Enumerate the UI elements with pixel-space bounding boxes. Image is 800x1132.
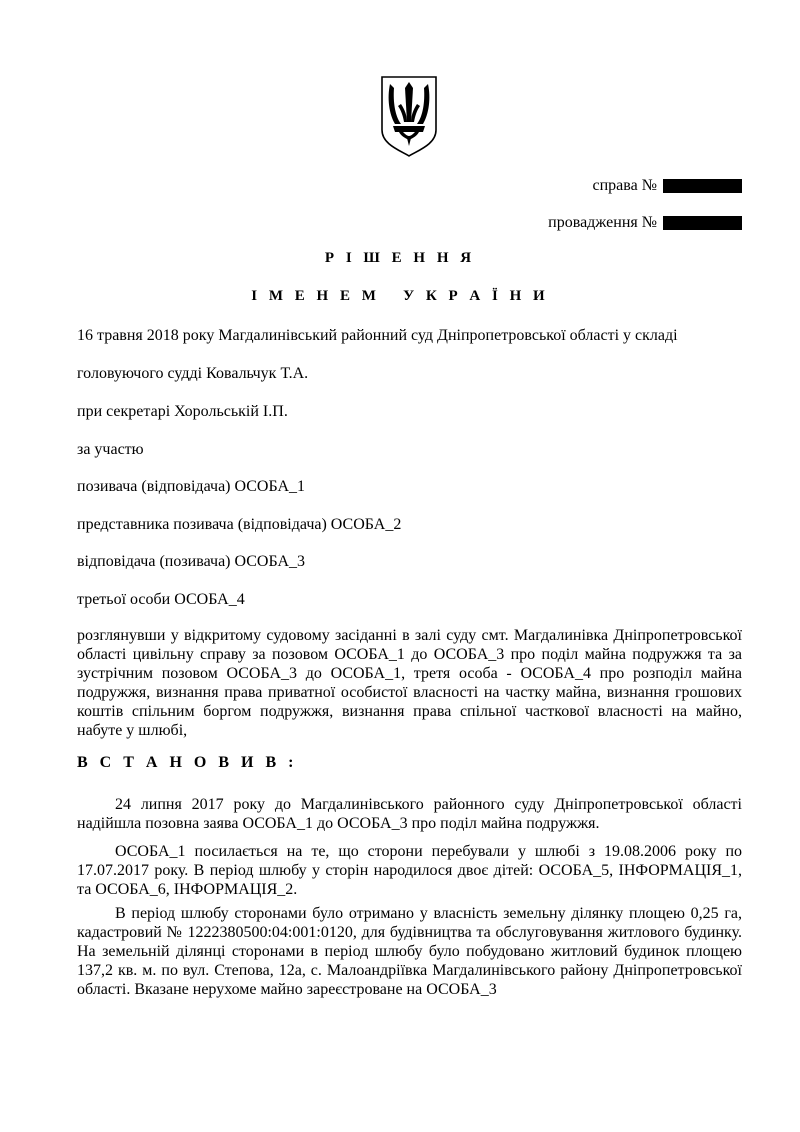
proceeding-number-redaction: [663, 216, 742, 230]
body-paragraph-3: В період шлюбу сторонами було отримано у власність земельну ділянку площею 0,25 га, кадастровий № 1222380500:04:001:0120, для будівництва та обслуговування житлового будинку. На земельній ділянці сторонами в період шлюбу було побудовано житловий будинок площею 137,2 кв. м. по вул. Степова, 12а, с. Малоандріївка Магдалинівського району Дніпропетровської області. Вказане нерухоме майно зареєстроване на ОСОБА_3: [77, 905, 742, 998]
body-paragraph-2: ОСОБА_1 посилається на те, що сторони перебували у шлюбі з 19.08.2006 року по 17.07.2017 року. В період шлюбу у сторін народилося двоє дітей: ОСОБА_5, ІНФОРМАЦІЯ_1, та ОСОБА_6, ІНФОРМАЦІЯ_2.: [77, 843, 742, 898]
intro-line-participation: за участю: [77, 441, 144, 458]
intro-line-secretary: при секретарі Хорольській І.П.: [77, 403, 288, 420]
intro-line-third-party: третьої особи ОСОБА_4: [77, 591, 245, 608]
established-heading: В С Т А Н О В И В :: [77, 754, 298, 771]
intro-line-judge: головуючого судді Ковальчук Т.А.: [77, 365, 309, 382]
intro-line-plaintiff-rep: представника позивача (відповідача) ОСОБА_2: [77, 516, 402, 533]
intro-line-plaintiff: позивача (відповідача) ОСОБА_1: [77, 478, 306, 495]
body-paragraph-1: 24 липня 2017 року до Магдалинівського районного суду Дніпропетровської області надійшла позовна заява ОСОБА_1 до ОСОБА_3 про поділ майна подружжя.: [77, 796, 742, 832]
intro-line-date-court: 16 травня 2018 року Магдалинівський районний суд Дніпропетровської області у складі: [77, 327, 678, 344]
case-number-label: справа №: [592, 177, 657, 194]
document-title: Р І Ш Е Н Н Я: [324, 250, 476, 266]
trident-coat-of-arms-icon: [379, 74, 439, 158]
intro-line-defendant: відповідача (позивача) ОСОБА_3: [77, 553, 306, 570]
considered-paragraph: розглянувши у відкритому судовому засіданні в залі суду смт. Магдалинівка Дніпропетровської області цивільну справу за позовом ОСОБА_1 до ОСОБА_3 про поділ майна подружжя та за зустрічним позовом ОСОБА_3 до ОСОБА_1, третя особа - ОСОБА_4 про розподіл майна подружжя, визнання права приватної особистої власності на частку майна, визнання грошових коштів спільним боргом подружжя, визнання права спільної часткової власності на майно, набуте у шлюбі,: [77, 627, 742, 739]
case-number-line: [593, 177, 742, 195]
case-number-redaction: [663, 179, 742, 193]
proceeding-number-label: провадження №: [548, 214, 657, 231]
proceeding-number-line: [548, 214, 742, 232]
document-subtitle: І М Е Н Е М У К Р А Ї Н И: [251, 288, 549, 304]
